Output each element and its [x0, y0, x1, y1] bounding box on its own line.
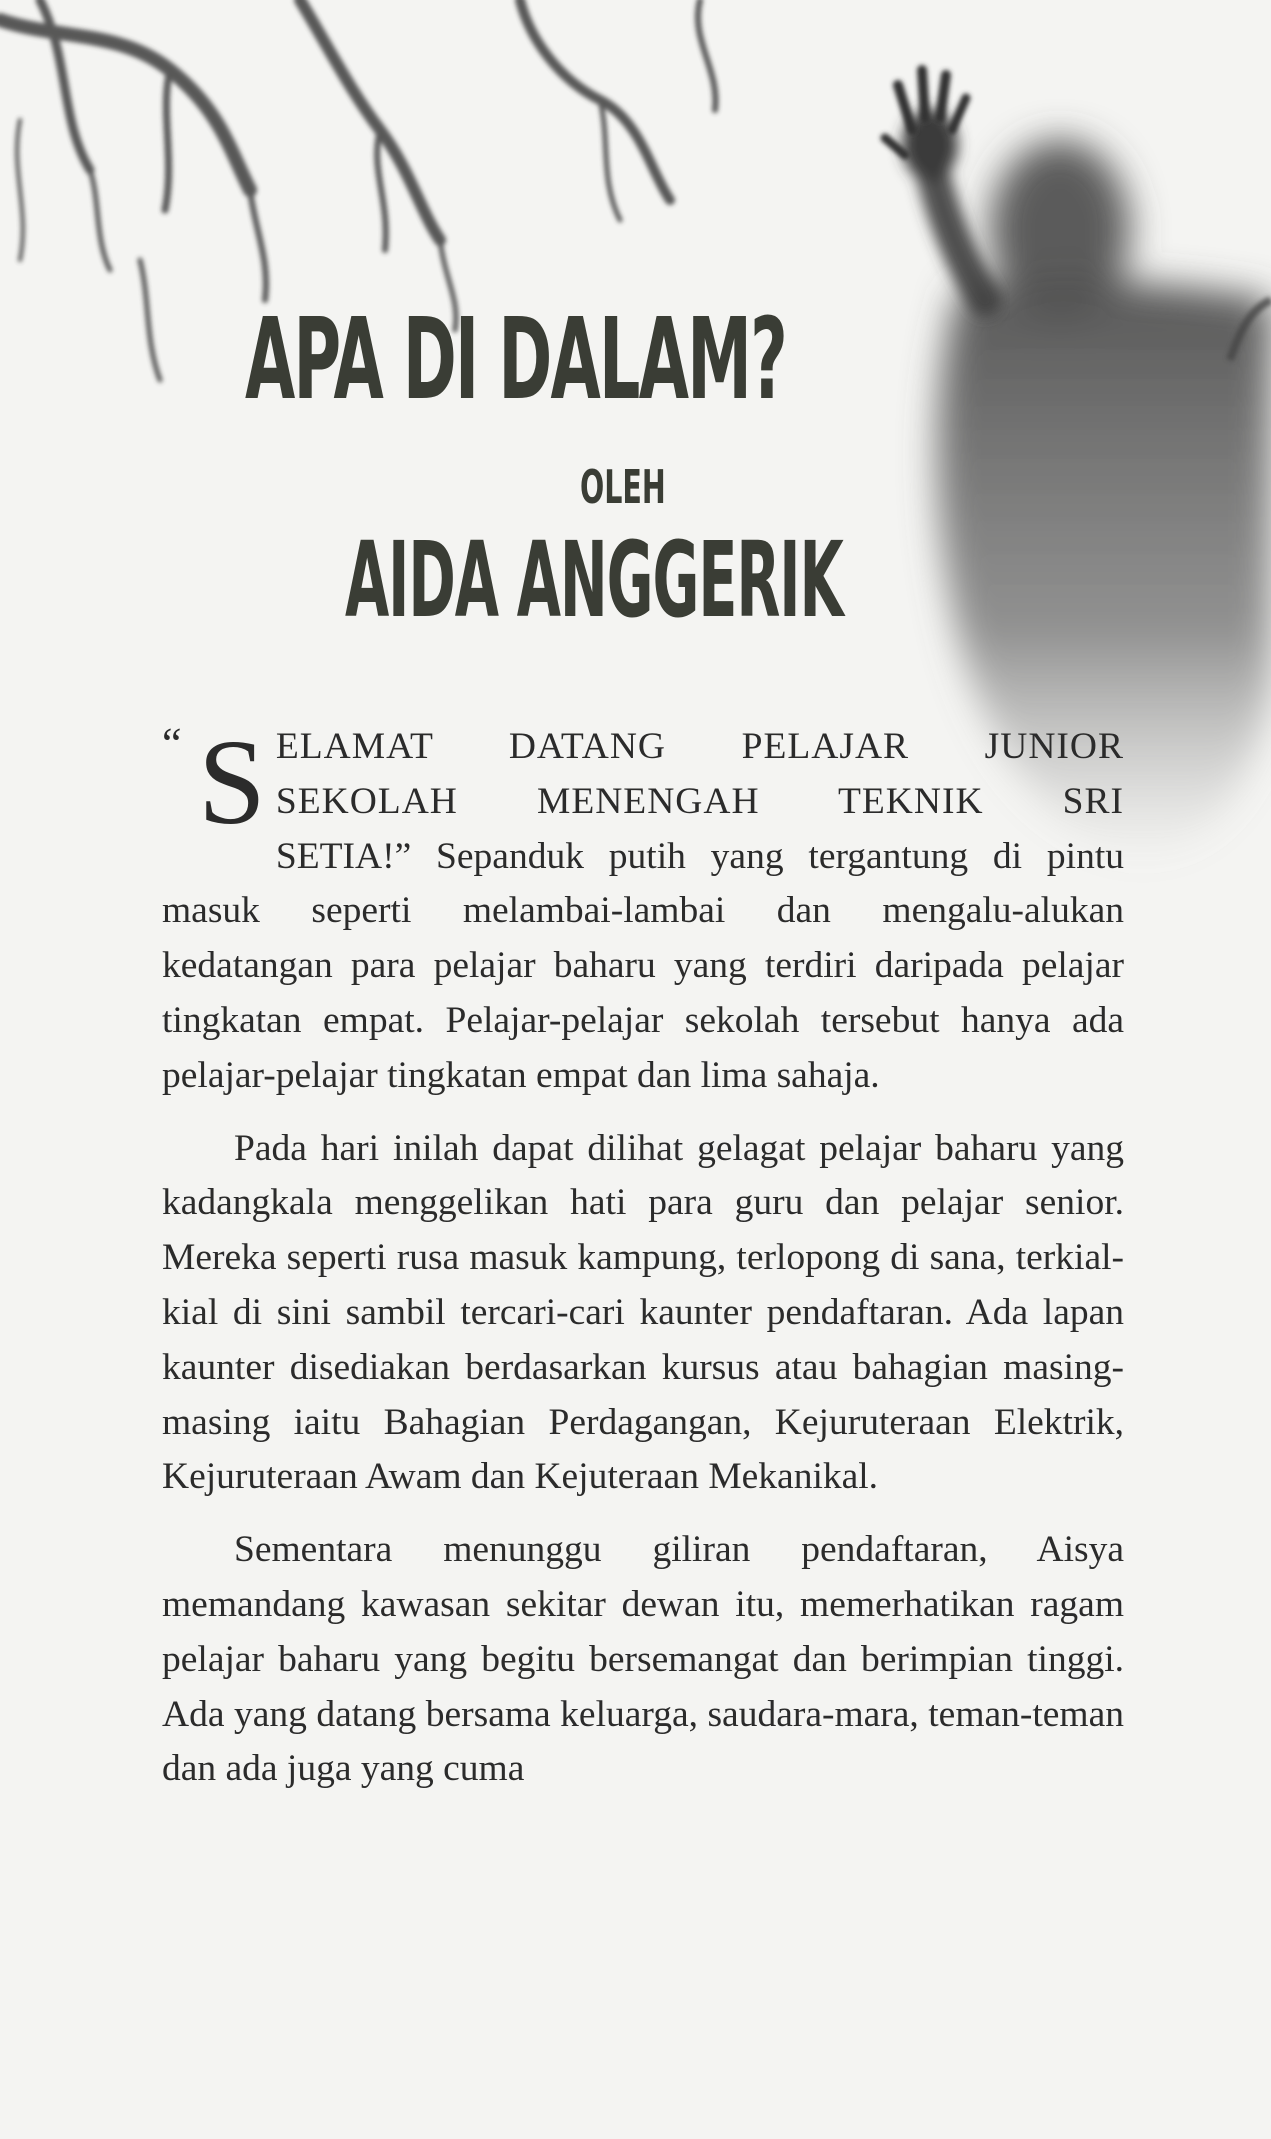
chapter-heading [0, 0, 1271, 700]
paragraph-1-text: SETIA!” Sepanduk putih yang tergantung di pintu masuk seperti melambai-lambai dan mengalu-alukan kedatangan para pelajar baharu yang terdiri daripada pelajar tingkatan empat. Pelajar-pelajar sekolah tersebut hanya ada pelajar-pelajar tingkatan empat dan lima sahaja. [162, 835, 1124, 1096]
headline-line-2: SEKOLAH MENENGAH TEKNIK SRI [275, 780, 1124, 822]
author-name: AIDA ANGGERIK [345, 519, 843, 641]
story-body [162, 715, 1124, 1797]
paragraph-3: Sementara menunggu giliran pendaftaran, Aisya memandang kawasan sekitar dewan itu, memerhatikan ragam pelajar baharu yang begitu bersemangat dan berimpian tinggi. Ada yang datang bersama keluarga, saudara-mara, teman-teman dan ada juga yang cuma [162, 1529, 1124, 1790]
byline-label: OLEH [580, 460, 666, 514]
headline-line-1: ELAMAT DATANG PELAJAR JUNIOR [275, 726, 1124, 767]
paragraph-2: Pada hari inilah dapat dilihat gelagat pelajar baharu yang kadangkala menggelikan hati para guru dan pelajar senior. Mereka seperti rusa masuk kampung, terlopong di sana, terkial-kial di sini sambil tercari-cari kaunter pendaftaran. Ada lapan kaunter disediakan berdasarkan kursus atau bahagian masing-masing iaitu Bahagian Perdagangan, Kejuruteraan Elektrik, Kejuruteraan Awam dan Kejuteraan Mekanikal. [162, 1127, 1124, 1498]
drop-cap: S [198, 715, 266, 850]
paragraph-1 [162, 715, 1124, 1104]
opening-quote: “ [162, 719, 182, 768]
chapter-title: APA DI DALAM? [245, 295, 787, 425]
